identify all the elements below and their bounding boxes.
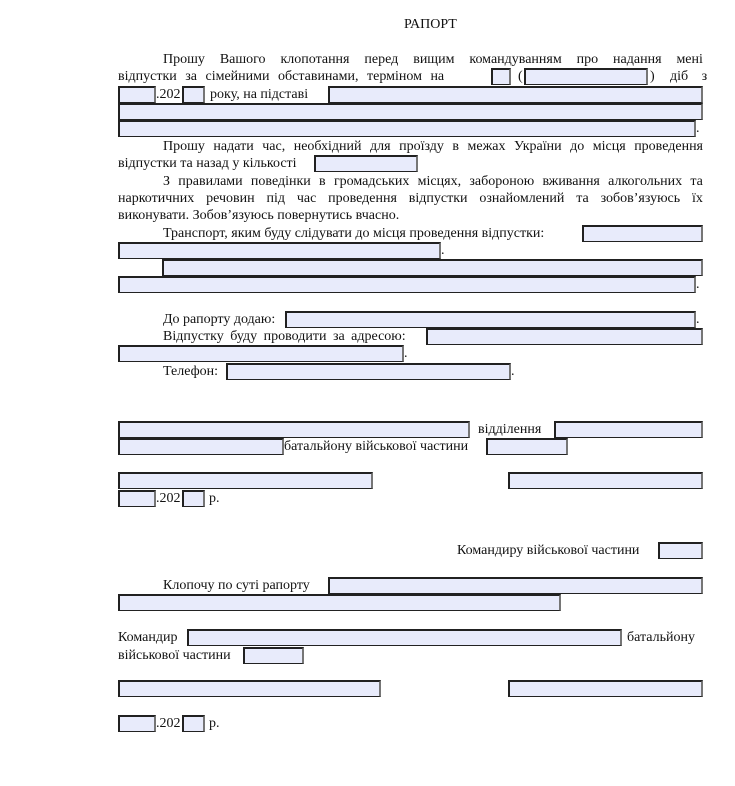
transport-field-line3[interactable]: [162, 259, 703, 276]
basis-field[interactable]: [328, 86, 703, 103]
date2-day-field[interactable]: [118, 715, 156, 732]
department-field[interactable]: [554, 421, 703, 438]
transport-label: Транспорт, яким буду слідувати до місця проведення відпустки:: [163, 226, 545, 241]
commander2-unit-field[interactable]: [243, 647, 304, 664]
commander2-field[interactable]: [187, 629, 622, 646]
p3-line1: З правилами поведінки в громадських місцях, забороною вживання алкогольних та: [163, 174, 703, 189]
battalion-field[interactable]: [118, 438, 284, 455]
attach-label: До рапорту додаю:: [163, 312, 276, 327]
page-title: РАПОРТ: [404, 17, 457, 32]
basis-text: року, на підставі: [210, 87, 309, 102]
p2-line1: Прошу надати час, необхідний для проїзду в межах України до місця проведення: [163, 139, 703, 154]
transport-field-line4[interactable]: [118, 276, 696, 293]
commander-unit-field[interactable]: [658, 542, 703, 559]
petition-field-line2[interactable]: [118, 594, 561, 611]
date2-year-prefix: .202: [156, 716, 181, 731]
transport-field-line2[interactable]: [118, 242, 441, 259]
p2-line2-text: відпустки та назад у кількості: [118, 156, 297, 171]
days-from-text: діб з: [670, 69, 708, 84]
phone-label: Телефон:: [163, 364, 219, 379]
attach-field[interactable]: [285, 311, 696, 328]
commander2-signature-field[interactable]: [508, 680, 703, 697]
commander-address-text: Командиру військової частини: [457, 543, 640, 558]
date2-suffix: р.: [209, 716, 220, 731]
date1-year-prefix: .202: [156, 491, 181, 506]
basis-field-line3[interactable]: [118, 120, 696, 137]
leave-term-words-field[interactable]: [524, 68, 648, 85]
phone-field[interactable]: [226, 363, 511, 380]
commander2-unit-text: військової частини: [118, 648, 231, 663]
basis-period: .: [696, 121, 700, 136]
address-label: Відпустку буду проводити за адресою:: [163, 329, 406, 344]
petition-label: Клопочу по суті рапорту: [163, 578, 310, 593]
leave-term-field[interactable]: [491, 68, 511, 85]
transport-period-1: .: [441, 243, 445, 258]
military-unit-field[interactable]: [486, 438, 568, 455]
paren-open: (: [518, 69, 523, 84]
rank-name-field[interactable]: [118, 421, 470, 438]
date1-day-field[interactable]: [118, 490, 156, 507]
battalion-text: батальйону військової частини: [284, 439, 469, 454]
address-period: .: [404, 346, 408, 361]
department-text: відділення: [478, 422, 542, 437]
commander2-name-field[interactable]: [118, 680, 381, 697]
phone-period: .: [511, 364, 515, 379]
transport-field[interactable]: [582, 225, 703, 242]
start-date-field[interactable]: [118, 86, 156, 103]
start-year-field[interactable]: [182, 86, 205, 103]
basis-field-line2[interactable]: [118, 103, 703, 120]
p1-line1: Прошу Вашого клопотання перед вищим командуванням про надання мені: [163, 52, 703, 67]
travel-time-field[interactable]: [314, 155, 418, 172]
p1-line2-text: відпустки за сімейними обставинами, терміном на: [118, 69, 445, 84]
applicant-signature-field[interactable]: [508, 472, 703, 489]
p3-line2: наркотичних речовин під час проведення відпустки ознайомлений та зобов’язуюсь їх: [118, 191, 703, 206]
petition-field[interactable]: [328, 577, 703, 594]
date1-suffix: р.: [209, 491, 220, 506]
date2-year-field[interactable]: [182, 715, 205, 732]
p3-line3: виконувати. Зобов’язуюсь повернутись вчасно.: [118, 208, 400, 223]
date1-year-field[interactable]: [182, 490, 205, 507]
transport-period-2: .: [696, 277, 700, 292]
address-field-line2[interactable]: [118, 345, 404, 362]
address-field[interactable]: [426, 328, 703, 345]
commander2-label: Командир: [118, 630, 178, 645]
year-prefix-1: .202: [156, 87, 181, 102]
attach-period: .: [696, 312, 700, 327]
commander2-battalion: батальйону: [627, 630, 695, 645]
paren-close: ): [650, 69, 655, 84]
applicant-name-field[interactable]: [118, 472, 373, 489]
